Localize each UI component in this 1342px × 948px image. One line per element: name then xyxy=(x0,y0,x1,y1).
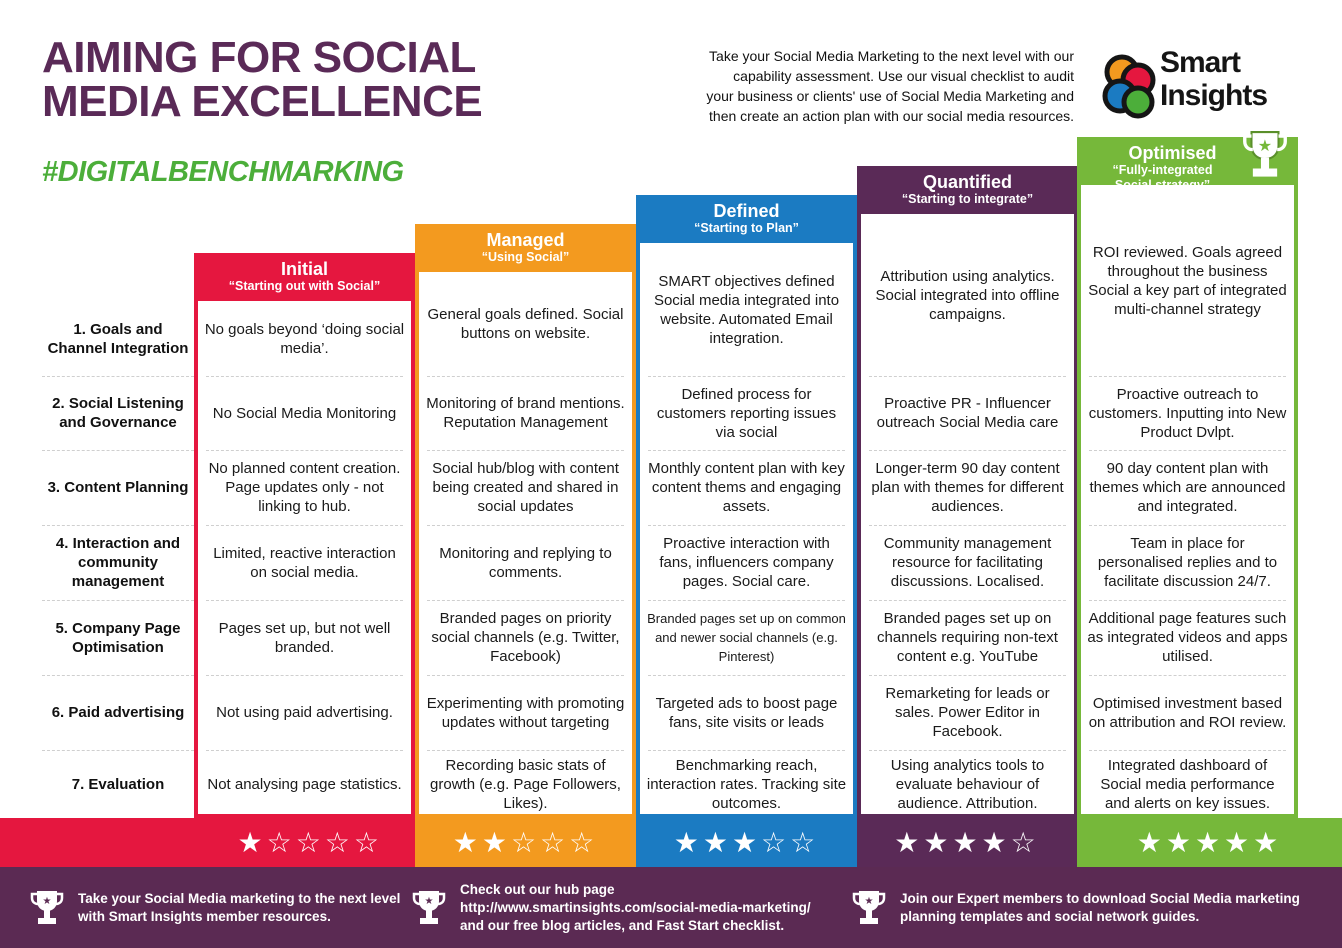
level-cell: Branded pages set up on common and newer social channels (e.g. Pinterest) xyxy=(647,611,846,664)
row-divider xyxy=(869,750,1066,751)
row-divider xyxy=(648,376,845,377)
level-cell: Experimenting with promoting updates without targeting xyxy=(426,694,625,731)
level-header xyxy=(640,195,853,243)
level-cell: Proactive outreach to customers. Inputting into New Product Dvlpt. xyxy=(1088,385,1287,441)
row-divider xyxy=(1089,376,1286,377)
level-cell: Targeted ads to boost page fans, site visits or leads xyxy=(655,694,838,731)
row-divider xyxy=(427,525,624,526)
trophy-icon xyxy=(30,888,64,928)
row-divider xyxy=(1089,675,1286,676)
footer-banner xyxy=(0,867,1342,948)
svg-text:★: ★ xyxy=(864,895,874,907)
footer-item-expert-members xyxy=(852,867,1312,948)
level-subtitle: “Starting to integrate” xyxy=(901,192,1034,206)
level-subtitle: “Starting to Plan” xyxy=(694,221,799,235)
level-header xyxy=(198,253,411,301)
row-divider xyxy=(1089,600,1286,601)
row-divider xyxy=(427,675,624,676)
row-divider xyxy=(42,600,194,601)
row-label: 4. Interaction and community management xyxy=(55,535,181,590)
footer-text: Take your Social Media marketing to the next level with Smart Insights member resources. xyxy=(78,890,401,924)
row-divider xyxy=(42,525,194,526)
row-divider xyxy=(206,675,403,676)
row-divider xyxy=(869,600,1066,601)
row-divider xyxy=(869,675,1066,676)
level-cell: Using analytics tools to evaluate behaviour of audience. Attribution. xyxy=(890,756,1045,812)
footer-item-member-resources xyxy=(30,867,420,948)
row-divider xyxy=(206,450,403,451)
level-cell: Branded pages on priority social channels (e.g. Twitter, Facebook) xyxy=(431,610,620,665)
footer-item-hub-page xyxy=(412,867,832,948)
trophy-icon xyxy=(1242,128,1288,182)
level-cell: SMART objectives defined Social media integrated into website. Automated Email integration. xyxy=(653,272,840,347)
row-divider xyxy=(206,750,403,751)
trophy-icon xyxy=(852,888,886,928)
intro-line: your business or clients' use of Social Media Marketing and xyxy=(706,88,1074,104)
row-label: 7. Evaluation xyxy=(71,775,165,793)
level-name: Defined xyxy=(713,201,780,221)
level-cell: Additional page features such as integrated videos and apps utilised. xyxy=(1087,610,1288,665)
level-header xyxy=(861,166,1074,214)
level-cell: Longer-term 90 day content plan with themes for different audiences. xyxy=(871,460,1064,515)
rating-bar-defined xyxy=(636,818,857,867)
svg-text:★: ★ xyxy=(424,895,434,907)
row-label: 6. Paid advertising xyxy=(51,704,185,721)
level-cell: ROI reviewed. Goals agreed throughout the business Social a key part of integrated multi-channel strategy xyxy=(1088,243,1287,318)
row-divider xyxy=(427,376,624,377)
hashtag: #DIGITALBENCHMARKING xyxy=(42,156,404,188)
level-cell: Benchmarking reach, interaction rates. Tracking site outcomes. xyxy=(646,756,847,812)
level-cell: No Social Media Monitoring xyxy=(212,404,397,422)
row-divider xyxy=(869,376,1066,377)
row-label: 2. Social Listening and Governance xyxy=(52,395,184,431)
level-cell: Team in place for personalised replies and to facilitate discussion 24/7. xyxy=(1097,535,1278,590)
level-name: Quantified xyxy=(923,172,1012,192)
level-cell: 90 day content plan with themes which are announced and integrated. xyxy=(1089,460,1286,515)
row-divider xyxy=(42,450,194,451)
logo-mark-icon xyxy=(1100,50,1160,122)
level-name: Managed xyxy=(486,230,565,250)
level-cell: Limited, reactive interaction on social media. xyxy=(213,544,396,581)
row-label: 1. Goals and Channel Integration xyxy=(47,320,189,357)
rating-bar-initial xyxy=(0,818,415,867)
row-divider xyxy=(648,525,845,526)
level-subtitle: “Starting out with Social” xyxy=(228,279,381,293)
row-divider xyxy=(42,675,194,676)
level-cell: Recording basic stats of growth (e.g. Page Followers, Likes). xyxy=(430,756,621,812)
level-cell: Pages set up, but not well branded. xyxy=(218,619,391,656)
level-name: Optimised xyxy=(1128,143,1217,163)
smart-insights-logo xyxy=(1100,46,1290,122)
row-divider xyxy=(648,675,845,676)
footer-text: Check out our hub page http://www.smartinsights.com/social-media-marketing/ and our free blog articles, and Fast Start checklist. xyxy=(460,881,811,933)
title-line-1: AIMING FOR SOCIAL xyxy=(42,33,476,82)
row-divider xyxy=(206,600,403,601)
level-cell: Monitoring of brand mentions. Reputation Management xyxy=(426,395,625,431)
row-divider xyxy=(427,450,624,451)
row-divider xyxy=(206,525,403,526)
row-divider xyxy=(648,450,845,451)
intro-line: Take your Social Media Marketing to the next level with our xyxy=(709,48,1074,64)
level-cell: Defined process for customers reporting issues via social xyxy=(656,385,837,441)
level-cell: No goals beyond ‘doing social media’. xyxy=(204,320,405,357)
level-subtitle: “Fully-integrated Social strategy” xyxy=(1112,163,1213,192)
row-divider xyxy=(869,450,1066,451)
row-divider xyxy=(648,600,845,601)
level-cell: Not using paid advertising. xyxy=(216,704,393,721)
svg-text:★: ★ xyxy=(42,895,52,907)
intro-line: then create an action plan with our social media resources. xyxy=(709,108,1074,124)
rating-bar-optimised xyxy=(1077,818,1342,867)
level-cell: Proactive PR - Influencer outreach Social Media care xyxy=(876,395,1059,431)
row-divider xyxy=(869,525,1066,526)
level-cell: Optimised investment based on attribution and ROI review. xyxy=(1088,694,1287,731)
intro-line: capability assessment. Use our visual checklist to audit xyxy=(733,68,1074,84)
row-divider xyxy=(427,600,624,601)
row-divider xyxy=(427,750,624,751)
rating-bar-quantified xyxy=(857,818,1077,867)
footer-text: Join our Expert members to download Social Media marketing planning templates and social network guides. xyxy=(900,890,1300,924)
star-rating: ★☆☆☆☆ xyxy=(237,826,383,858)
level-cell: Branded pages set up on channels requiring non-text content e.g. YouTube xyxy=(877,610,1058,665)
row-divider xyxy=(1089,750,1286,751)
level-cell: Remarketing for leads or sales. Power Editor in Facebook. xyxy=(885,685,1050,740)
star-rating: ★★★☆☆ xyxy=(673,826,820,858)
page-title xyxy=(42,33,542,126)
star-rating: ★★☆☆☆ xyxy=(452,826,599,858)
logo-wordmark: Smart Insights xyxy=(1160,46,1268,112)
trophy-icon xyxy=(412,888,446,928)
row-divider xyxy=(42,750,194,751)
title-line-2: MEDIA EXCELLENCE xyxy=(42,77,483,126)
level-header xyxy=(419,224,632,272)
row-divider xyxy=(648,750,845,751)
level-cell: Integrated dashboard of Social media performance and alerts on key issues. xyxy=(1100,756,1275,812)
level-cell: No planned content creation. Page updates only - not linking to hub. xyxy=(208,460,401,515)
row-divider xyxy=(1089,450,1286,451)
row-divider xyxy=(206,376,403,377)
row-label: 5. Company Page Optimisation xyxy=(55,619,181,656)
level-cell: Community management resource for facilitating discussions. Localised. xyxy=(883,535,1052,590)
level-cell: Attribution using analytics. Social integrated into offline campaigns. xyxy=(875,267,1060,323)
star-rating: ★★★★☆ xyxy=(894,826,1040,858)
level-subtitle: “Using Social” xyxy=(481,250,570,264)
row-label: 3. Content Planning xyxy=(47,479,189,496)
level-cell: Proactive interaction with fans, influencers company pages. Social care. xyxy=(659,535,834,590)
row-divider xyxy=(42,376,194,377)
level-cell: General goals defined. Social buttons on website. xyxy=(427,306,624,342)
row-divider xyxy=(1089,525,1286,526)
level-cell: Monthly content plan with key content thems and engaging assets. xyxy=(648,460,845,515)
star-rating: ★★★★★ xyxy=(1136,826,1283,858)
intro-text xyxy=(660,46,1074,126)
svg-text:★: ★ xyxy=(1257,136,1273,155)
rating-bar-managed xyxy=(415,818,636,867)
level-cell: Monitoring and replying to comments. xyxy=(439,544,612,581)
level-cell: Not analysing page statistics. xyxy=(207,775,402,793)
level-name: Initial xyxy=(280,259,328,279)
level-cell: Social hub/blog with content being created and shared in social updates xyxy=(432,460,619,515)
